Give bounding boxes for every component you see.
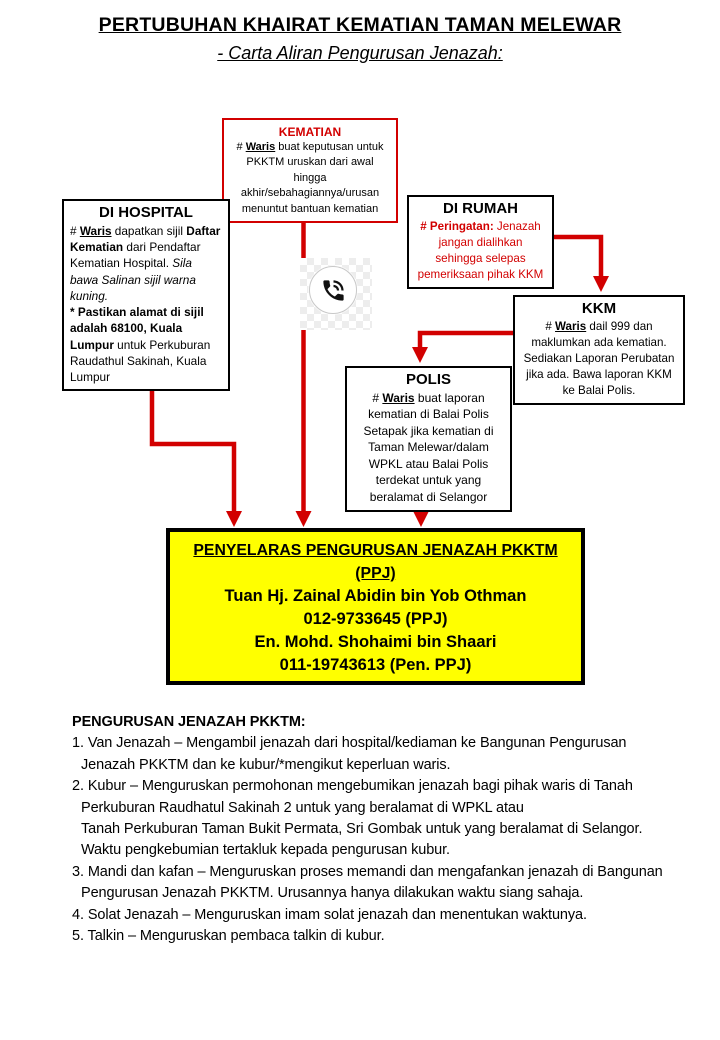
ppj-name-2: En. Mohd. Shohaimi bin Shaari <box>254 633 497 651</box>
box-polis-title: POLIS <box>405 371 451 388</box>
arrow-rumah-to-kkm <box>553 237 601 277</box>
peringatan-label: # Peringatan: <box>420 219 494 233</box>
box-kkm-title: KKM <box>581 300 617 317</box>
box-hospital-body: # Waris dapatkan sijil Daftar Kematian dari Pendaftar Kematian Hospital. Sila bawa Salinan sijil warna kuning. * Pastikan alamat di sijil adalah 68100, Kuala Lumpur untuk Perkuburan Raudathul Sakinah, Kuala Lumpur <box>70 223 221 385</box>
box-kkm <box>513 295 685 405</box>
box-rumah-title: DI RUMAH <box>443 200 518 217</box>
box-kematian-title: KEMATIAN <box>278 125 342 139</box>
pengurusan-notes <box>72 712 687 947</box>
notes-heading: PENGURUSAN JENAZAH PKKTM: <box>72 714 306 730</box>
note-line: Pengurusan Jenazah PKKTM. Urusannya hanya dilakukan waktu siang sahaja. <box>81 885 584 902</box>
box-hospital <box>62 199 230 391</box>
box-kematian <box>222 118 398 223</box>
box-rumah <box>407 195 554 289</box>
phone-in-talk-glyph <box>320 277 347 304</box>
phone-in-talk-icon <box>309 266 357 314</box>
box-hospital-title: DI HOSPITAL <box>99 204 193 221</box>
note-line: 5. Talkin – Menguruskan pembaca talkin di kubur. <box>72 928 385 945</box>
arrow-kkm-to-polis <box>420 333 513 348</box>
note-line: Jenazah PKKTM dan ke kubur/*mengikut keperluan waris. <box>81 756 451 773</box>
page-subtitle: - Carta Aliran Pengurusan Jenazah: <box>217 43 503 63</box>
note-line: 2. Kubur – Menguruskan permohonan mengebumikan jenazah bagi pihak waris di Tanah <box>72 778 633 795</box>
note-line: 1. Van Jenazah – Mengambil jenazah dari hospital/kediaman ke Bangunan Pengurusan <box>72 735 627 752</box>
box-rumah-body: # Peringatan: Jenazah jangan dialihkan sehingga selepas pemeriksaan pihak KKM <box>417 219 544 281</box>
waris-emphasis: Waris <box>79 223 112 238</box>
note-line: Tanah Perkuburan Taman Bukit Permata, Sri Gombak untuk yang beralamat di Selangor. <box>81 821 643 838</box>
note-line: 3. Mandi dan kafan – Menguruskan proses memandi dan mengafankan jenazah di Bangunan <box>72 863 663 880</box>
box-polis-body: # Waris buat laporan kematian di Balai Polis Setapak jika kematian di Taman Melewar/dalam WPKL atau Balai Polis terdekat untuk yang beralamat di Selangor <box>363 390 494 505</box>
page-title: PERTUBUHAN KHAIRAT KEMATIAN TAMAN MELEWAR <box>98 14 622 36</box>
ppj-phone-2: 011-19743613 (Pen. PPJ) <box>279 656 472 674</box>
box-kematian-body: # Waris buat keputusan untuk PKKTM uruskan dari awal hingga akhir/sebahagiannya/urusan menuntut bantuan kematian <box>236 141 384 215</box>
box-polis <box>345 366 512 512</box>
ppj-phone-1: 012-9733645 (PPJ) <box>303 610 448 628</box>
page-header <box>0 14 720 64</box>
box-ppj-coordinator <box>166 528 585 685</box>
note-line: 4. Solat Jenazah – Menguruskan imam solat jenazah dan menentukan waktunya. <box>72 906 587 923</box>
box-kkm-body: # Waris dail 999 dan maklumkan ada kematian. Sediakan Laporan Perubatan jika ada. Bawa laporan KKM ke Balai Polis. <box>523 319 675 397</box>
phone-icon-backdrop <box>300 258 372 330</box>
ppj-heading: PENYELARAS PENGURUSAN JENAZAH PKKTM (PPJ) <box>193 542 558 582</box>
note-line: Waktu pengkebumian tertakluk kepada pengurusan kubur. <box>81 842 450 859</box>
ppj-name-1: Tuan Hj. Zainal Abidin bin Yob Othman <box>224 587 527 605</box>
waris-emphasis: Waris <box>245 141 276 153</box>
waris-emphasis: Waris <box>382 390 415 405</box>
waris-emphasis: Waris <box>555 319 587 333</box>
note-line: Perkuburan Raudhatul Sakinah 2 untuk yang beralamat di WPKL atau <box>81 799 524 816</box>
